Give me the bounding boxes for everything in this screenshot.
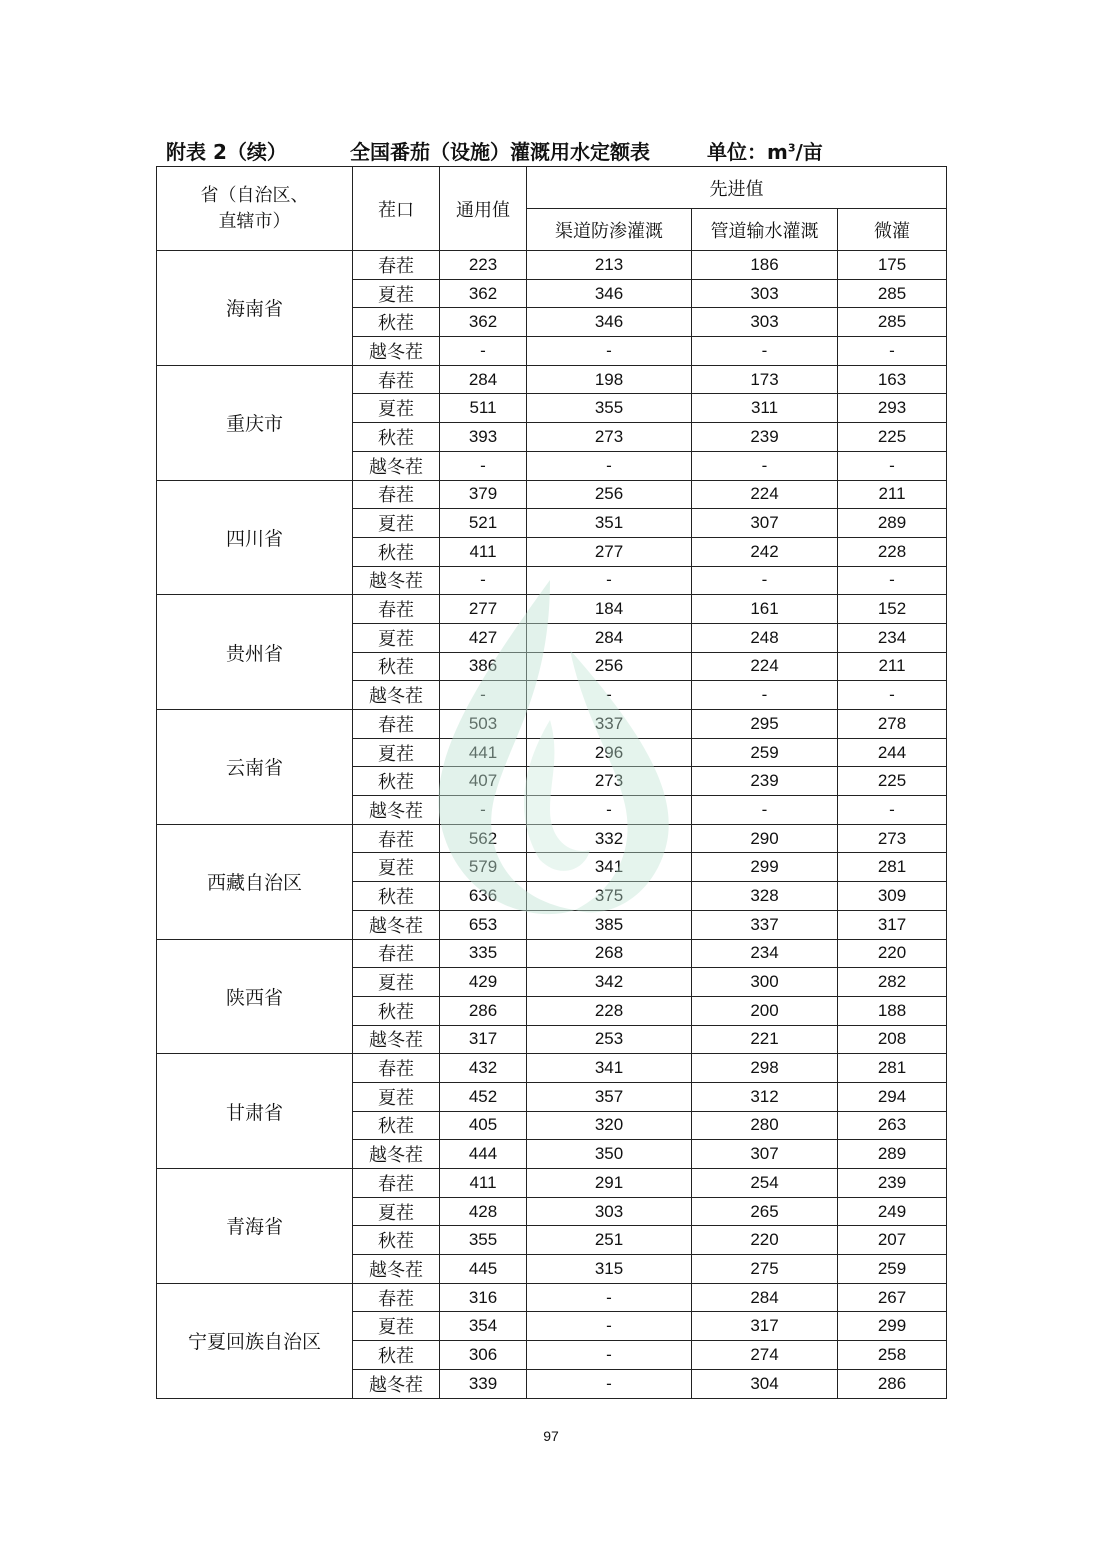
micro-value-cell: -: [838, 681, 947, 710]
season-cell: 春茬: [353, 1169, 440, 1198]
table-row: [157, 1054, 947, 1083]
canal-value-cell: 346: [527, 308, 692, 337]
season-cell: 夏茬: [353, 509, 440, 538]
header-general: 通用值: [440, 167, 527, 251]
micro-value-cell: 289: [838, 1140, 947, 1169]
pipe-value-cell: 304: [692, 1369, 838, 1398]
caption-unit-suffix: /亩: [795, 140, 823, 164]
pipe-value-cell: -: [692, 681, 838, 710]
table-row: [157, 1169, 947, 1198]
pipe-value-cell: 284: [692, 1283, 838, 1312]
general-value-cell: 335: [440, 939, 527, 968]
canal-value-cell: 228: [527, 996, 692, 1025]
canal-value-cell: 273: [527, 767, 692, 796]
general-value-cell: 411: [440, 1169, 527, 1198]
micro-value-cell: 281: [838, 1054, 947, 1083]
canal-value-cell: -: [527, 451, 692, 480]
micro-value-cell: 285: [838, 279, 947, 308]
season-cell: 夏茬: [353, 1312, 440, 1341]
canal-value-cell: -: [527, 681, 692, 710]
canal-value-cell: 256: [527, 652, 692, 681]
pipe-value-cell: 173: [692, 365, 838, 394]
province-cell: 西藏自治区: [157, 824, 353, 939]
season-cell: 秋茬: [353, 1226, 440, 1255]
season-cell: 春茬: [353, 595, 440, 624]
micro-value-cell: 244: [838, 738, 947, 767]
pipe-value-cell: 303: [692, 308, 838, 337]
header-season: 茬口: [353, 167, 440, 251]
canal-value-cell: 355: [527, 394, 692, 423]
header-province-line1: 省（自治区、: [200, 184, 309, 206]
general-value-cell: -: [440, 796, 527, 825]
pipe-value-cell: 328: [692, 882, 838, 911]
canal-value-cell: -: [527, 796, 692, 825]
pipe-value-cell: 317: [692, 1312, 838, 1341]
province-cell: 宁夏回族自治区: [157, 1283, 353, 1398]
season-cell: 夏茬: [353, 279, 440, 308]
pipe-value-cell: 161: [692, 595, 838, 624]
general-value-cell: 444: [440, 1140, 527, 1169]
pipe-value-cell: 274: [692, 1341, 838, 1370]
pipe-value-cell: 242: [692, 537, 838, 566]
canal-value-cell: 385: [527, 910, 692, 939]
pipe-value-cell: 248: [692, 623, 838, 652]
general-value-cell: 562: [440, 824, 527, 853]
canal-value-cell: 337: [527, 710, 692, 739]
canal-value-cell: 291: [527, 1169, 692, 1198]
pipe-value-cell: -: [692, 796, 838, 825]
province-cell: 甘肃省: [157, 1054, 353, 1169]
micro-value-cell: -: [838, 337, 947, 366]
micro-value-cell: 317: [838, 910, 947, 939]
micro-value-cell: -: [838, 451, 947, 480]
micro-value-cell: 225: [838, 767, 947, 796]
micro-value-cell: 309: [838, 882, 947, 911]
pipe-value-cell: 254: [692, 1169, 838, 1198]
canal-value-cell: -: [527, 566, 692, 595]
pipe-value-cell: 337: [692, 910, 838, 939]
season-cell: 春茬: [353, 1283, 440, 1312]
micro-value-cell: 211: [838, 480, 947, 509]
season-cell: 越冬茬: [353, 796, 440, 825]
canal-value-cell: 357: [527, 1082, 692, 1111]
general-value-cell: 427: [440, 623, 527, 652]
micro-value-cell: 299: [838, 1312, 947, 1341]
micro-value-cell: 211: [838, 652, 947, 681]
table-row: [157, 480, 947, 509]
canal-value-cell: -: [527, 1283, 692, 1312]
general-value-cell: 445: [440, 1255, 527, 1284]
pipe-value-cell: 224: [692, 480, 838, 509]
pipe-value-cell: 298: [692, 1054, 838, 1083]
canal-value-cell: 341: [527, 1054, 692, 1083]
canal-value-cell: 375: [527, 882, 692, 911]
season-cell: 越冬茬: [353, 566, 440, 595]
pipe-value-cell: 275: [692, 1255, 838, 1284]
pipe-value-cell: 221: [692, 1025, 838, 1054]
season-cell: 秋茬: [353, 1341, 440, 1370]
pipe-value-cell: 224: [692, 652, 838, 681]
general-value-cell: 277: [440, 595, 527, 624]
general-value-cell: 432: [440, 1054, 527, 1083]
pipe-value-cell: 311: [692, 394, 838, 423]
general-value-cell: 316: [440, 1283, 527, 1312]
season-cell: 越冬茬: [353, 1369, 440, 1398]
canal-value-cell: 350: [527, 1140, 692, 1169]
general-value-cell: 411: [440, 537, 527, 566]
canal-value-cell: 256: [527, 480, 692, 509]
caption-title: 全国番茄（设施）灌溉用水定额表: [350, 140, 650, 164]
season-cell: 春茬: [353, 365, 440, 394]
pipe-value-cell: 300: [692, 968, 838, 997]
table-row: [157, 939, 947, 968]
province-cell: 陕西省: [157, 939, 353, 1054]
general-value-cell: 428: [440, 1197, 527, 1226]
micro-value-cell: 225: [838, 423, 947, 452]
table-row: [157, 365, 947, 394]
micro-value-cell: 273: [838, 824, 947, 853]
canal-value-cell: 198: [527, 365, 692, 394]
season-cell: 秋茬: [353, 767, 440, 796]
micro-value-cell: 234: [838, 623, 947, 652]
table-row: [157, 1283, 947, 1312]
table-caption: [166, 134, 946, 166]
general-value-cell: 429: [440, 968, 527, 997]
general-value-cell: 362: [440, 279, 527, 308]
pipe-value-cell: 234: [692, 939, 838, 968]
micro-value-cell: 294: [838, 1082, 947, 1111]
season-cell: 秋茬: [353, 423, 440, 452]
micro-value-cell: 263: [838, 1111, 947, 1140]
pipe-value-cell: 239: [692, 767, 838, 796]
canal-value-cell: 273: [527, 423, 692, 452]
canal-value-cell: -: [527, 1341, 692, 1370]
pipe-value-cell: 307: [692, 509, 838, 538]
general-value-cell: -: [440, 337, 527, 366]
pipe-value-cell: -: [692, 337, 838, 366]
micro-value-cell: -: [838, 796, 947, 825]
header-micro: 微灌: [838, 209, 947, 251]
season-cell: 秋茬: [353, 308, 440, 337]
general-value-cell: 355: [440, 1226, 527, 1255]
pipe-value-cell: -: [692, 451, 838, 480]
pipe-value-cell: 280: [692, 1111, 838, 1140]
canal-value-cell: 213: [527, 251, 692, 280]
general-value-cell: 452: [440, 1082, 527, 1111]
header-province: [157, 167, 353, 251]
pipe-value-cell: 200: [692, 996, 838, 1025]
micro-value-cell: -: [838, 566, 947, 595]
table-row: [157, 251, 947, 280]
general-value-cell: 653: [440, 910, 527, 939]
canal-value-cell: 303: [527, 1197, 692, 1226]
canal-value-cell: 268: [527, 939, 692, 968]
season-cell: 春茬: [353, 710, 440, 739]
season-cell: 春茬: [353, 1054, 440, 1083]
season-cell: 夏茬: [353, 623, 440, 652]
season-cell: 春茬: [353, 824, 440, 853]
pipe-value-cell: 303: [692, 279, 838, 308]
pipe-value-cell: 307: [692, 1140, 838, 1169]
canal-value-cell: 342: [527, 968, 692, 997]
canal-value-cell: 253: [527, 1025, 692, 1054]
province-cell: 海南省: [157, 251, 353, 366]
general-value-cell: -: [440, 566, 527, 595]
canal-value-cell: -: [527, 337, 692, 366]
canal-value-cell: 251: [527, 1226, 692, 1255]
canal-value-cell: 346: [527, 279, 692, 308]
general-value-cell: 521: [440, 509, 527, 538]
caption-unit-label: 单位：m: [707, 140, 788, 164]
micro-value-cell: 163: [838, 365, 947, 394]
micro-value-cell: 285: [838, 308, 947, 337]
canal-value-cell: 320: [527, 1111, 692, 1140]
general-value-cell: 317: [440, 1025, 527, 1054]
general-value-cell: -: [440, 681, 527, 710]
micro-value-cell: 228: [838, 537, 947, 566]
canal-value-cell: 284: [527, 623, 692, 652]
general-value-cell: 379: [440, 480, 527, 509]
general-value-cell: 511: [440, 394, 527, 423]
season-cell: 夏茬: [353, 1197, 440, 1226]
pipe-value-cell: 295: [692, 710, 838, 739]
pipe-value-cell: 265: [692, 1197, 838, 1226]
season-cell: 越冬茬: [353, 681, 440, 710]
pipe-value-cell: 220: [692, 1226, 838, 1255]
province-cell: 贵州省: [157, 595, 353, 710]
canal-value-cell: -: [527, 1312, 692, 1341]
general-value-cell: 223: [440, 251, 527, 280]
pipe-value-cell: -: [692, 566, 838, 595]
header-row-top: [157, 167, 947, 209]
season-cell: 夏茬: [353, 1082, 440, 1111]
header-canal: 渠道防渗灌溉: [527, 209, 692, 251]
micro-value-cell: 281: [838, 853, 947, 882]
season-cell: 夏茬: [353, 394, 440, 423]
micro-value-cell: 289: [838, 509, 947, 538]
canal-value-cell: 184: [527, 595, 692, 624]
micro-value-cell: 278: [838, 710, 947, 739]
season-cell: 秋茬: [353, 882, 440, 911]
water-drop-logo-watermark: [400, 570, 700, 930]
season-cell: 夏茬: [353, 968, 440, 997]
micro-value-cell: 188: [838, 996, 947, 1025]
season-cell: 越冬茬: [353, 337, 440, 366]
header-advanced: 先进值: [527, 167, 947, 209]
pipe-value-cell: 239: [692, 423, 838, 452]
general-value-cell: 306: [440, 1341, 527, 1370]
general-value-cell: 286: [440, 996, 527, 1025]
caption-prefix: 附表 2（续）: [166, 140, 287, 164]
season-cell: 秋茬: [353, 652, 440, 681]
micro-value-cell: 207: [838, 1226, 947, 1255]
canal-value-cell: 277: [527, 537, 692, 566]
caption-unit-superscript: 3: [787, 141, 796, 155]
general-value-cell: 405: [440, 1111, 527, 1140]
header-pipe: 管道输水灌溉: [692, 209, 838, 251]
micro-value-cell: 258: [838, 1341, 947, 1370]
province-cell: 四川省: [157, 480, 353, 595]
micro-value-cell: 239: [838, 1169, 947, 1198]
season-cell: 夏茬: [353, 738, 440, 767]
general-value-cell: 503: [440, 710, 527, 739]
micro-value-cell: 293: [838, 394, 947, 423]
general-value-cell: 407: [440, 767, 527, 796]
canal-value-cell: 351: [527, 509, 692, 538]
season-cell: 越冬茬: [353, 1140, 440, 1169]
general-value-cell: -: [440, 451, 527, 480]
general-value-cell: 386: [440, 652, 527, 681]
general-value-cell: 579: [440, 853, 527, 882]
general-value-cell: 441: [440, 738, 527, 767]
general-value-cell: 362: [440, 308, 527, 337]
province-cell: 青海省: [157, 1169, 353, 1284]
general-value-cell: 339: [440, 1369, 527, 1398]
micro-value-cell: 152: [838, 595, 947, 624]
micro-value-cell: 282: [838, 968, 947, 997]
season-cell: 越冬茬: [353, 451, 440, 480]
micro-value-cell: 175: [838, 251, 947, 280]
season-cell: 春茬: [353, 480, 440, 509]
pipe-value-cell: 186: [692, 251, 838, 280]
canal-value-cell: -: [527, 1369, 692, 1398]
season-cell: 春茬: [353, 251, 440, 280]
season-cell: 秋茬: [353, 996, 440, 1025]
season-cell: 夏茬: [353, 853, 440, 882]
pipe-value-cell: 299: [692, 853, 838, 882]
general-value-cell: 284: [440, 365, 527, 394]
season-cell: 越冬茬: [353, 1025, 440, 1054]
season-cell: 越冬茬: [353, 910, 440, 939]
province-cell: 重庆市: [157, 365, 353, 480]
micro-value-cell: 286: [838, 1369, 947, 1398]
micro-value-cell: 208: [838, 1025, 947, 1054]
pipe-value-cell: 259: [692, 738, 838, 767]
season-cell: 越冬茬: [353, 1255, 440, 1284]
micro-value-cell: 220: [838, 939, 947, 968]
micro-value-cell: 267: [838, 1283, 947, 1312]
canal-value-cell: 315: [527, 1255, 692, 1284]
season-cell: 春茬: [353, 939, 440, 968]
micro-value-cell: 259: [838, 1255, 947, 1284]
caption-unit: [707, 136, 823, 165]
canal-value-cell: 332: [527, 824, 692, 853]
season-cell: 秋茬: [353, 537, 440, 566]
micro-value-cell: 249: [838, 1197, 947, 1226]
pipe-value-cell: 290: [692, 824, 838, 853]
header-province-line2: 直辖市）: [218, 210, 291, 232]
general-value-cell: 354: [440, 1312, 527, 1341]
canal-value-cell: 296: [527, 738, 692, 767]
season-cell: 秋茬: [353, 1111, 440, 1140]
page-number: 97: [543, 1428, 559, 1444]
province-cell: 云南省: [157, 710, 353, 825]
general-value-cell: 393: [440, 423, 527, 452]
general-value-cell: 636: [440, 882, 527, 911]
canal-value-cell: 341: [527, 853, 692, 882]
pipe-value-cell: 312: [692, 1082, 838, 1111]
